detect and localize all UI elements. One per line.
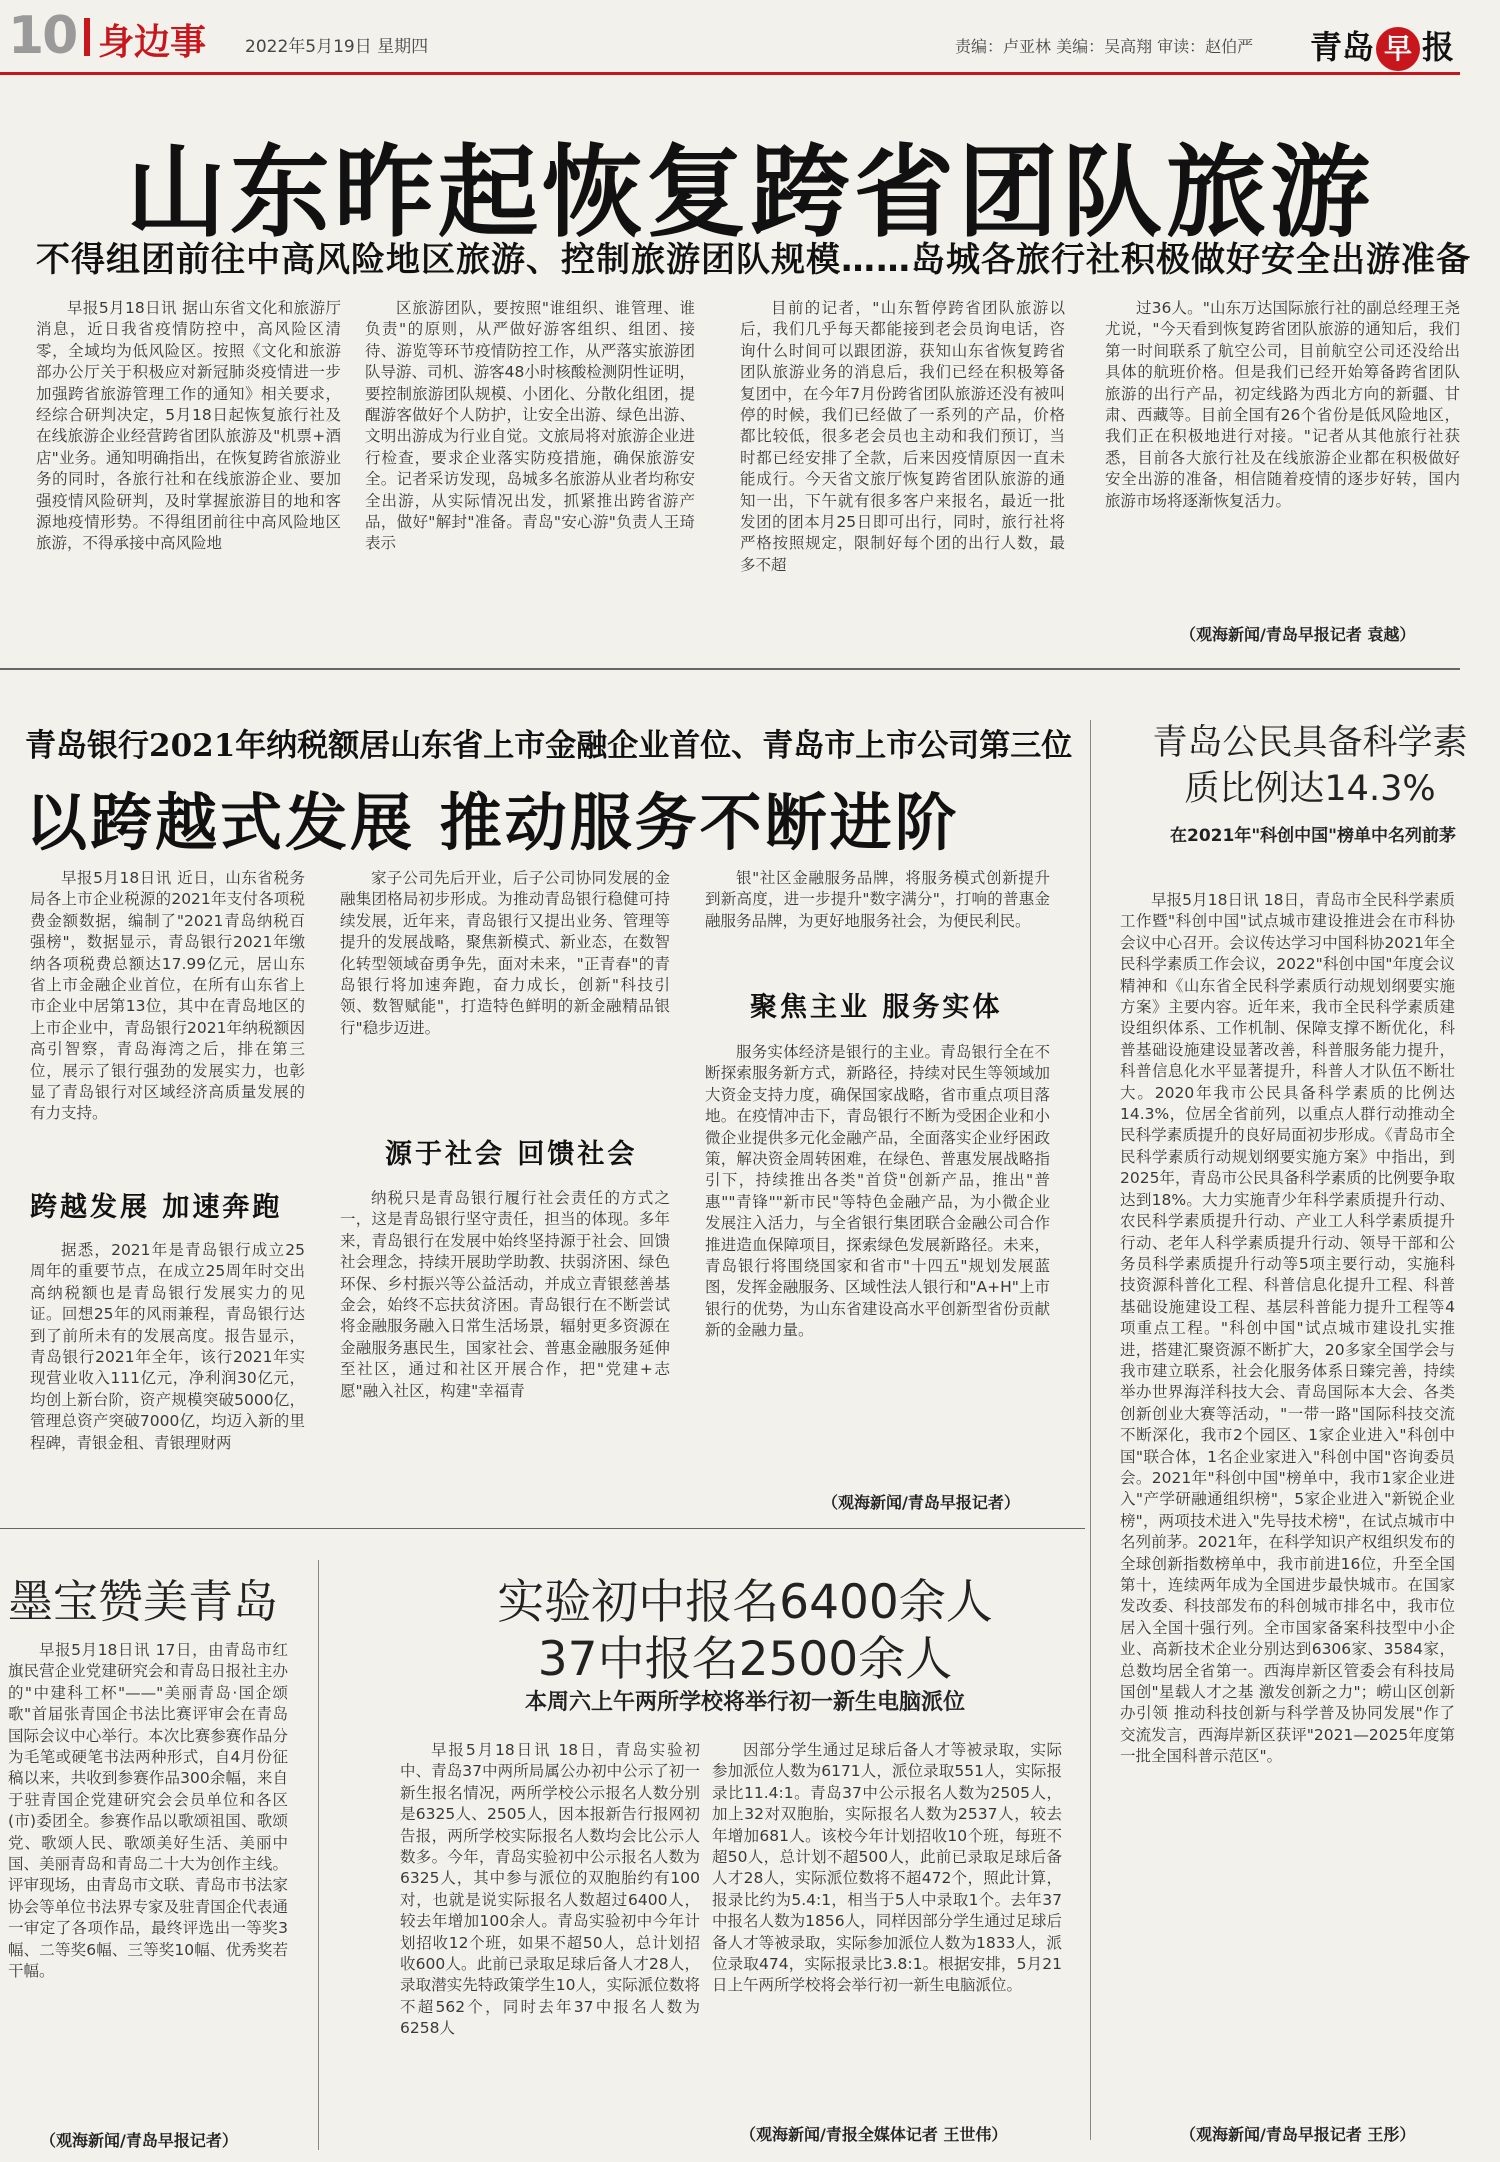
school-headline-line1: 实验初中报名6400余人	[497, 1575, 993, 1630]
bank-kicker: 青岛银行2021年纳税额居山东省上市金融企业首位、青岛市上市公司第三位	[25, 728, 1073, 764]
section-rule	[0, 668, 1460, 670]
bank-column-1b: 据悉，2021年是青岛银行成立25周年的重要节点，在成立25周年时交出高纳税额也是青岛银行发展实力的见证。回想25年的风雨兼程，青岛银行达到了前所未有的发展高度。报告显示，青岛银行2021年全年，该行2021年实现营业收入111亿元，净利润30亿元，均创上新台阶，资产规模突破5000亿，管理总资产突破7000亿，均迈入新的里程碑，青银金租、青银理财两	[30, 1241, 305, 1452]
logo-badge: 早	[1376, 27, 1420, 71]
science-body: 早报5月18日讯 18日，青岛市全民科学素质工作暨"科创中国"试点城市建设推进会在市科协会议中心召开。会议传达学习中国科协2021年全民科学素质工作会议，2022"科创中国"年度会议精神和《山东省全民科学素质行动规划纲要实施方案》主要内容。近年来，我市全民科学素质建设组织体系、工作机制、保障支撑不断优化，科普基础设施建设显著改善，科普服务能力提升，科普信息化水平显著提升，科普人才队伍不断壮大。2020年我市公民具备科学素质的比例达14.3%，位居全省前列，以重点人群行动推动全民科学素质提升的良好局面初步形成。《青岛市全民科学素质行动规划纲要实施方案》中指出，到2025年，青岛市公民具备科学素质的比例要争取达到18%。大力实施青少年科学素质提升行动、农民科学素质提升行动、产业工人科学素质提升行动、老年人科学素质提升行动、领导干部和公务员科学素质提升行动等5项主要行动，实施科技资源科普化工程、科普信息化提升工程、科普基础设施建设工程、基层科普能力提升工程等4项重点工程。"科创中国"试点城市建设扎实推进，搭建汇聚资源不断扩大，20多家全国学会与我市建立联系，社会化服务体系日臻完善，持续举办世界海洋科技大会、青岛国际本大会、各类创新创业大赛等活动，"一带一路"国际科技交流不断深化，我市2个园区、1家企业进入"科创中国"联合体，1名企业家进入"科创中国"咨询委员会。2021年"科创中国"榜单中，我市1家企业进入"产学研融通组织榜"，5家企业进入"新锐企业榜"，两项技术进入"先导技术榜"，在试点城市中名列前茅。2021年，在科学知识产权组织发布的全球创新指数榜单中，我市前进16位，升至全国第十，连续两年成为全国进步最快城市。在国家发改委、科技部发布的科创城市排名中，我市位居入全国十强行列。全市国家备案科技型中小企业、高新技术企业分别达到6306家、3584家，总数均居全省第一。西海岸新区管委会有科技局国创"星载人才之基 激发创新之力"；崂山区创新办引领 推动科技创新与科学普及协同发展"作了交流发言，西海岸新区获评"2021—2025年度第一批全国科普示范区"。	[1120, 891, 1455, 1766]
bank-headline: 以跨越式发展 推动服务不断进阶	[25, 786, 960, 859]
bank-subhead-1: 跨越发展 加速奔跑	[30, 1192, 283, 1223]
school-byline: （观海新闻/青报全媒体记者 王世伟）	[740, 2125, 1008, 2144]
bank-column-3b: 服务实体经济是银行的主业。青岛银行全在不断探索服务新方式，新路径，持续对民生等领域加大资金支持力度，确保国家战略，省市重点项目落地。在疫情冲击下，青岛银行不断为受困企业和小微企业提供多元化金融产品，全面落实企业纾困政策，解决资金周转困难，在绿色、普惠发展战略指引下，持续推出各类"首贷"创新产品，推出"普惠""青锋""新市民"等特色金融产品，为小微企业发展注入活力，与全省银行集团联合金融公司合作推进造血保障项目，探索绿色发展新路径。未来，青岛银行将围绕国家和省市"十四五"规划发展蓝图，发挥金融服务、区域性法人银行和"A+H"上市银行的优势，为山东省建设高水平创新型省份贡献新的金融力量。	[705, 1043, 1050, 1340]
logo-text-pre: 青岛	[1310, 28, 1375, 66]
section-rule-2	[0, 1528, 1085, 1529]
lead-subheadline: 不得组团前往中高风险地区旅游、控制旅游团队规模……岛城各旅行社积极做好安全出游准备	[36, 240, 1471, 280]
bank-subhead-3: 聚焦主业 服务实体	[750, 992, 1003, 1023]
school-headline-line2: 37中报名2500余人	[537, 1632, 953, 1687]
lead-headline: 山东昨起恢复跨省团队旅游	[126, 134, 1374, 251]
ink-headline: 墨宝赞美青岛	[8, 1575, 279, 1628]
science-byline: （观海新闻/青岛早报记者 王彤）	[1180, 2125, 1416, 2144]
science-subheadline: 在2021年"科创中国"榜单中名列前茅	[1170, 826, 1457, 846]
school-column-1: 早报5月18日讯 18日，青岛实验初中、青岛37中两所局属公办初中公示了初一新生报名情况，两所学校公示报名人数分别是6325人、2505人，因本报新告行报网初告报，两所学校实际报名人数均会比公示人数多。今年，青岛实验初中公示报名人数为6325人，其中参与派位的双胞胎约有100对，也就是说实际报名人数超过6400人，较去年增加100余人。青岛实验初中今年计划招收12个班，如果不超50人，总计划招收600人。此前已录取足球后备人才28人，录取潜实先特政策学生10人，实际派位数将不超562个，同时去年37中报名人数为6258人	[400, 1741, 700, 2038]
bank-column-2b: 纳税只是青岛银行履行社会责任的方式之一，这是青岛银行坚守责任，担当的体现。多年来，青岛银行在发展中始终坚持源于社会、回馈社会理念，持续开展助学助教、扶弱济困、绿色环保、乡村振兴等公益活动，并成立青银慈善基金会，始终不忘扶贫济困。青岛银行在不断尝试将金融服务融入日常生活场景，辐射更多资源在金融服务惠民生，国家社会、普惠金融服务延伸至社区，通过和社区开展合作，把"党建+志愿"融入社区，构建"幸福青	[340, 1189, 670, 1400]
school-subheadline: 本周六上午两所学校将举行初一新生电脑派位	[524, 1690, 965, 1715]
ink-byline: （观海新闻/青岛早报记者）	[40, 2131, 238, 2150]
lead-column-3: 目前的记者，"山东暂停跨省团队旅游以后，我们几乎每天都能接到老会员询电话，咨询什么时间可以跟团游，获知山东省恢复跨省团队旅游业务的消息后，我们已经在积极筹备复团中，在今年7月份跨省团队旅游还没有被叫停的时候，我们已经做了一系列的产品，价格都比较低，很多老会员也主动和我们预订，当时都已经安排了全款，后来因疫情原因一直未能成行。今天省文旅厅恢复跨省团队旅游的通知一出，下午就有很多客户来报名，最近一批发团的团本月25日即可出行，同时，旅行社将严格按照规定，限制好每个团的出行人数，最多不超	[740, 299, 1065, 574]
lead-byline: （观海新闻/青岛早报记者 袁越）	[1180, 625, 1416, 644]
issue-date: 2022年5月19日 星期四	[245, 37, 429, 57]
bank-subhead-2: 源于社会 回馈社会	[385, 1139, 638, 1170]
page-number: 10	[8, 6, 77, 66]
section-title: 身边事	[98, 22, 207, 63]
editor-credits: 责编：卢亚林 美编：吴高翔 审读：赵伯严	[955, 37, 1254, 56]
lead-column-4: 过36人。"山东万达国际旅行社的副总经理王尧尤说，"今天看到恢复跨省团队旅游的通知后，我们第一时间联系了航空公司，目前航空公司还没给出具体的航班价格。但是我们已经开始筹备跨省团队旅游的出行产品，初定线路为西北方向的新疆、甘肃、西藏等。目前全国有26个省份是低风险地区，我们正在积极地进行对接。"记者从其他旅行社获悉，目前各大旅行社及在线旅游企业都在积极做好安全出游的准备，相信随着疫情的逐步好转，国内旅游市场将逐渐恢复活力。	[1105, 299, 1460, 510]
bank-column-2a: 家子公司先后开业，后子公司协同发展的金融集团格局初步形成。为推动青岛银行稳健可持续发展，近年来，青岛银行又提出业务、管理等提升的发展战略，聚焦新模式、新业态，在数智化转型领域奋勇争先，面对未来，"正青春"的青岛银行将加速奔跑，奋力成长，创新"科技引领、数智赋能"，打造特色鲜明的新金融精品银行"稳步迈进。	[340, 869, 670, 1037]
logo-text-post: 报	[1422, 28, 1455, 66]
ink-body: 早报5月18日讯 17日，由青岛市红旗民营企业党建研究会和青岛日报社主办的"中建科工杯"——"美丽青岛·国企颂歌"首届张青国企书法比赛评审会在青岛国际会议中心举行。本次比赛参赛作品分为毛笔或硬笔书法两种形式，自4月份征稿以来，共收到参赛作品300余幅，来自于驻青国企党建研究会会员单位和各区(市)委团全。参赛作品以歌颂祖国、歌颂党、歌颂人民、歌颂美好生活、美丽中国、美丽青岛和青岛二十大为创作主线。评审现场，由青岛市文联、青岛市书法家协会等单位书法界专家及驻青国企代表通一审定了各项作品，最终评选出一等奖3幅、二等奖6幅、三等奖10幅、优秀奖若干幅。	[8, 1641, 288, 1981]
newspaper-logo	[1310, 22, 1454, 71]
section-divider	[84, 18, 90, 56]
column-divider-2	[318, 1560, 319, 2150]
bank-byline: （观海新闻/青岛早报记者）	[822, 1493, 1020, 1512]
column-divider	[1090, 720, 1091, 2140]
school-column-2: 因部分学生通过足球后备人才等被录取，实际参加派位人数为6171人，派位录取551人，实际报录比11.4:1。青岛37中公示报名人数为2505人，加上32对双胞胎，实际报名人数为2537人，较去年增加681人。该校今年计划招收10个班，每班不超50人，总计划不超500人，此前已录取足球后备人才28人，实际派位数将不超472个，照此计算，报录比约为5.4:1，相当于5人中录取1个。去年37中报名人数为1856人，同样因部分学生通过足球后备人才等被录取，实际参加派位人数为1833人，派位录取474，实际报录比3.8:1。根据安排，5月21日上午两所学校将会举行初一新生电脑派位。	[712, 1741, 1062, 1995]
bank-column-3a: 银"社区金融服务品牌，将服务模式创新提升到新高度，进一步提升"数字满分"，打响的普惠金融服务品牌，为更好地服务社会，为便民利民。	[705, 869, 1050, 930]
science-headline: 青岛公民具备科学素质比例达14.3%	[1152, 723, 1468, 809]
lead-column-1: 早报5月18日讯 据山东省文化和旅游厅消息，近日我省疫情防控中，高风险区清零，全域均为低风险区。按照《文化和旅游部办公厅关于积极应对新冠肺炎疫情进一步加强跨省旅游管理工作的通知》相关要求，经综合研判决定，5月18日起恢复旅行社及在线旅游企业经营跨省团队旅游及"机票+酒店"业务。通知明确指出，在恢复跨省旅游业务的同时，各旅行社和在线旅游企业、要加强疫情风险研判，及时掌握旅游目的地和客源地疫情形势。不得组团前往中高风险地区旅游，不得承接中高风险地	[36, 299, 341, 553]
lead-column-2: 区旅游团队，要按照"谁组织、谁管理、谁负责"的原则，从严做好游客组织、组团、接待、游览等环节疫情防控工作，从严落实旅游团队导游、司机、游客48小时核酸检测阴性证明，要控制旅游团队规模、小团化、分散化组团，提醒游客做好个人防护，让安全出游、绿色出游、文明出游成为行业自觉。文旅局将对旅游企业进行检查，要求企业落实防疫措施，确保旅游安全。记者采访发现，岛城多名旅游从业者均称安全出游，从实际情况出发，抓紧推出跨省游产品，做好"解封"准备。青岛"安心游"负责人王琦表示	[365, 299, 695, 553]
bank-column-1a: 早报5月18日讯 近日，山东省税务局各上市企业税源的2021年支付各项税费金额数据，编制了"2021青岛纳税百强榜"，数据显示，青岛银行2021年缴纳各项税费总额达17.99亿元，居山东省上市金融企业首位，在所有山东省上市企业中居第13位，其中在青岛地区的上市企业中，青岛银行2021年纳税额因高引智察，青岛海湾之后，排在第三位，展示了银行强劲的发展实力，也彰显了青岛银行对区域经济高质量发展的有力支持。	[30, 869, 305, 1123]
